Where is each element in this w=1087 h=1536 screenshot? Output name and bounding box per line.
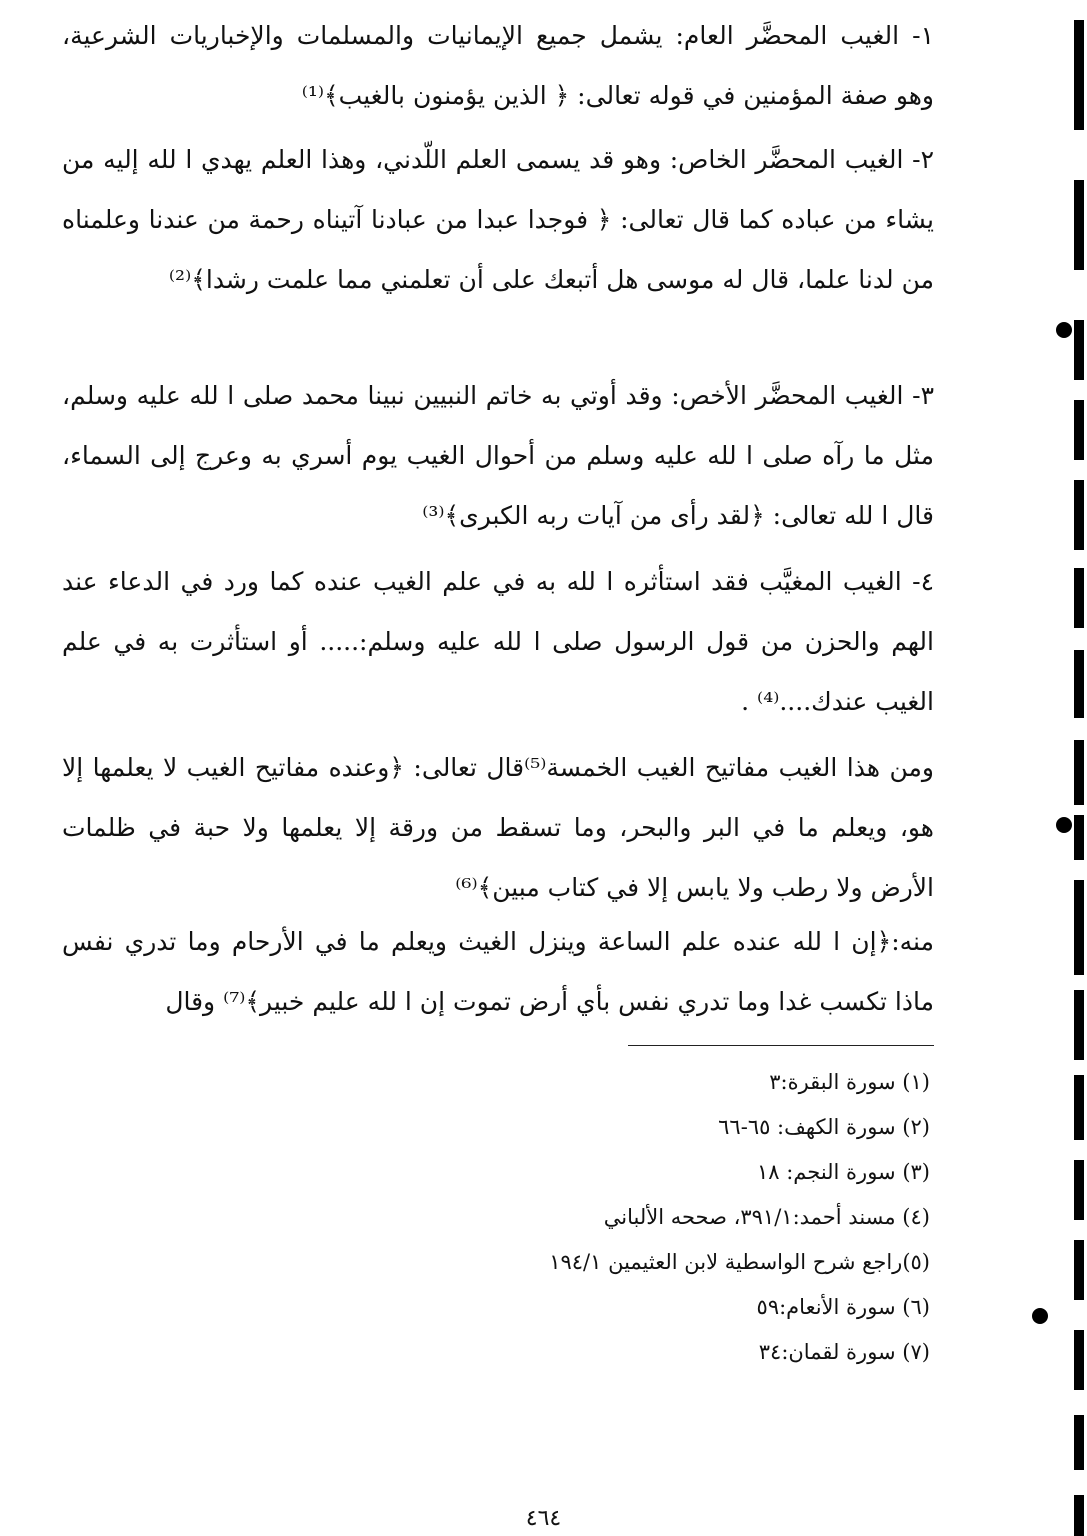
binding-hole — [1032, 1308, 1048, 1324]
binding-mark — [1074, 400, 1084, 460]
paragraph: ٢- الغيب المحضَّر الخاص: وهو قد يسمى العلم اللّدني، وهذا العلم يهدي ا لله إليه من يشاء من عباده كما قال تعالى: ﴿ فوجدا عبدا من عبادنا آتيناه رحمة من عندنا وعلمناه من لدنا علما، قال له موسى هل أتبعك على أن تعلمني مما علمت رشدا﴾⁽²⁾ — [62, 145, 934, 294]
footnote-5: (٥)راجع شرح الواسطية لابن العثيمين ١٩٤/١ — [549, 1250, 930, 1274]
binding-mark — [1074, 568, 1084, 628]
paragraph: منه:﴿إن ا لله عنده علم الساعة وينزل الغيث ويعلم ما في الأرحام وما تدري نفس ماذا تكسب غدا وما تدري نفس بأي أرض تموت إن ا لله عليم خبير﴾⁽⁷⁾ وقال — [62, 927, 934, 1016]
binding-mark — [1074, 180, 1084, 270]
paragraph-2-block — [62, 130, 934, 310]
binding-mark — [1074, 815, 1084, 860]
binding-mark — [1074, 480, 1084, 550]
paragraph-5-block — [62, 738, 934, 918]
paragraph-3-block — [62, 366, 934, 546]
paragraph-6-block — [62, 912, 934, 1032]
binding-mark — [1074, 20, 1084, 130]
paragraph: ٣- الغيب المحضَّر الأخص: وقد أوتي به خاتم النبيين نبينا محمد صلى ا لله عليه وسلم، مثل ما رآه صلى ا لله عليه وسلم من أحوال الغيب يوم أسري به وعرج إلى السماء، قال ا لله تعالى: ﴿لقد رأى من آيات ربه الكبرى﴾⁽³⁾ — [62, 381, 934, 530]
binding-mark — [1074, 1415, 1084, 1470]
binding-mark — [1074, 1075, 1084, 1140]
paragraph: ١- الغيب المحضَّر العام: يشمل جميع الإيمانيات والمسلمات والإخباريات الشرعية، وهو صفة المؤمنين في قوله تعالى: ﴿ الذين يؤمنون بالغيب﴾⁽¹⁾ — [62, 21, 934, 110]
footnotes — [400, 1060, 930, 1375]
binding-mark — [1074, 740, 1084, 805]
footnote-4: (٤) مسند أحمد:٣٩١/١، صححه الألباني — [603, 1205, 930, 1229]
paragraph-1-block — [62, 6, 934, 126]
binding-mark — [1074, 1240, 1084, 1300]
binding-mark — [1074, 880, 1084, 975]
footnote-1: (١) سورة البقرة:٣ — [769, 1070, 930, 1094]
binding-mark — [1074, 320, 1084, 380]
footnote-7: (٧) سورة لقمان:٣٤ — [758, 1340, 930, 1364]
binding-mark — [1074, 1495, 1084, 1536]
footnote-2: (٢) سورة الكهف: ٦٥-٦٦ — [718, 1115, 930, 1139]
binding-mark — [1074, 1160, 1084, 1220]
footnote-3: (٣) سورة النجم: ١٨ — [756, 1160, 930, 1184]
paragraph-4-block — [62, 552, 934, 732]
binding-hole — [1056, 322, 1072, 338]
binding-mark — [1074, 650, 1084, 718]
binding-mark — [1074, 1330, 1084, 1390]
paragraph: ومن هذا الغيب مفاتيح الغيب الخمسة⁽⁵⁾قال تعالى: ﴿وعنده مفاتيح الغيب لا يعلمها إلا هو، ويعلم ما في البر والبحر، وما تسقط من ورقة إلا يعلمها ولا حبة في ظلمات الأرض ولا رطب ولا يابس إلا في كتاب مبين﴾⁽⁶⁾ — [62, 753, 934, 902]
footnote-divider — [628, 1045, 934, 1046]
paragraph: ٤- الغيب المغيَّب فقد استأثره ا لله به في علم الغيب عنده كما ورد في الدعاء عند الهم والحزن من قول الرسول صلى ا لله عليه وسلم:..... أو استأثرت به في علم الغيب عندك....⁽⁴⁾ . — [62, 567, 934, 716]
binding-mark — [1074, 990, 1084, 1060]
page-number: ٤٦٤ — [525, 1506, 562, 1531]
binding-hole — [1056, 817, 1072, 833]
footnote-6: (٦) سورة الأنعام:٥٩ — [756, 1295, 930, 1319]
